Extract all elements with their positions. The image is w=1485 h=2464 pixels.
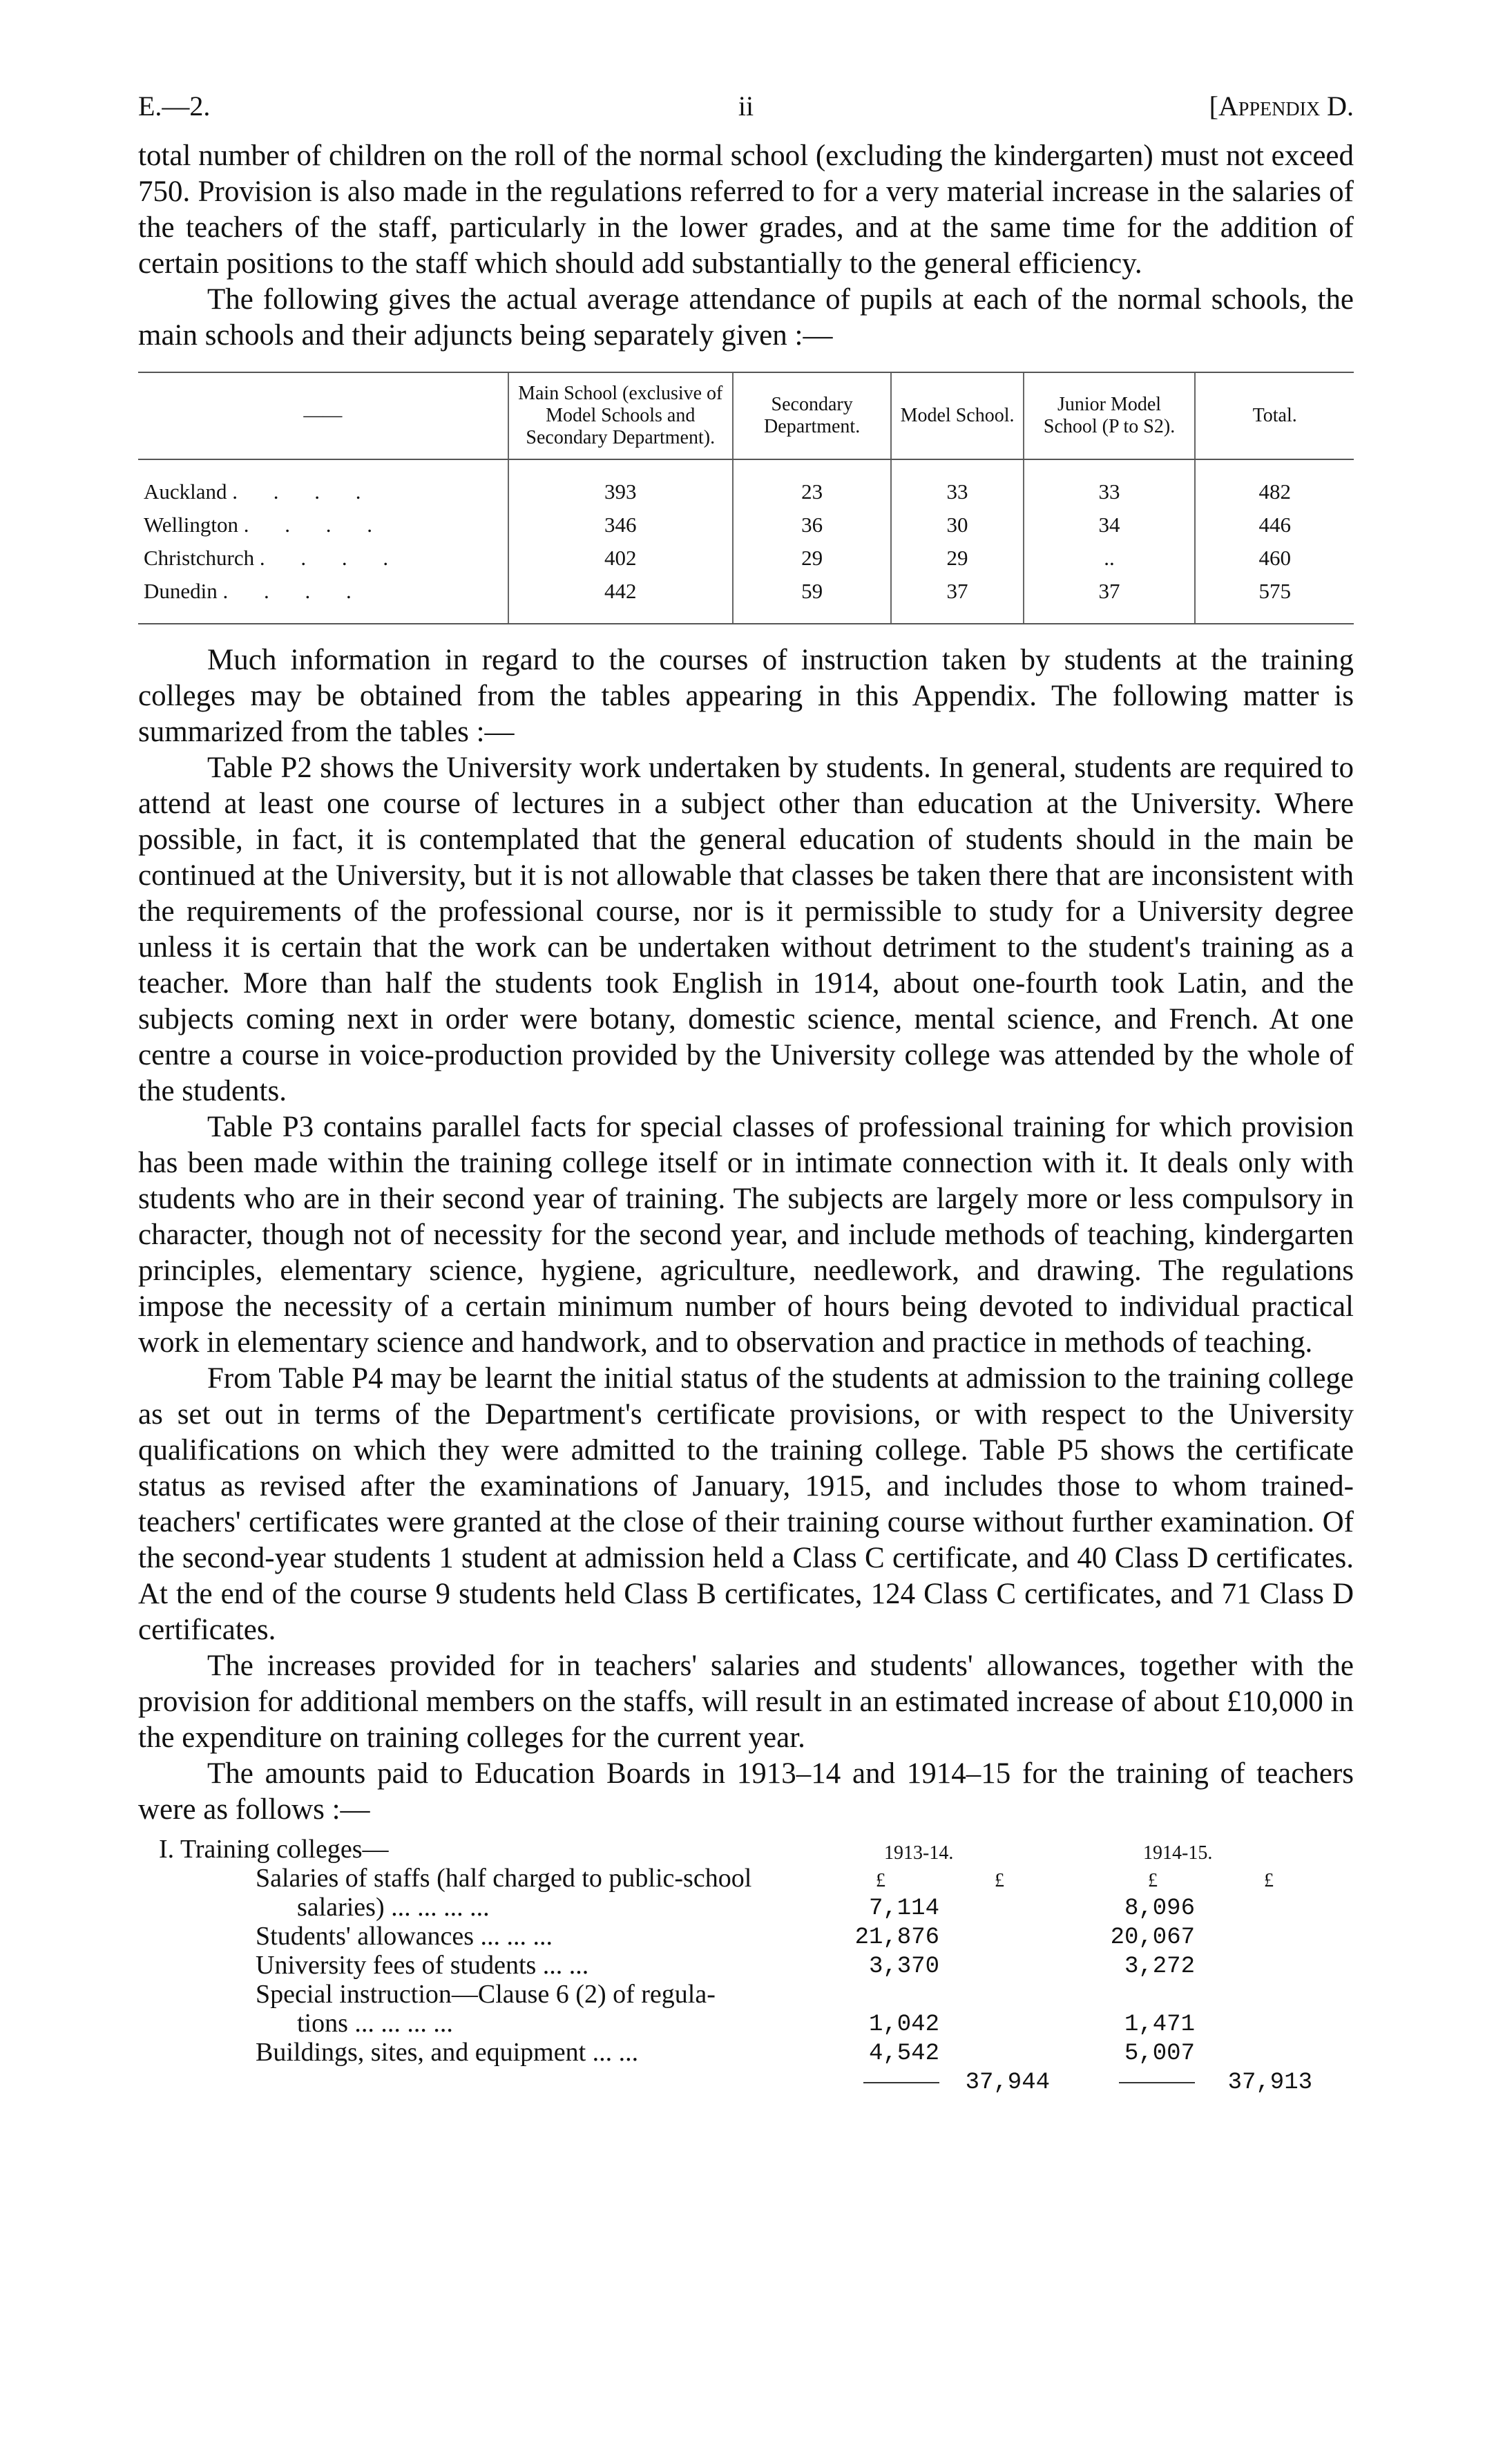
subtotal-rule (1119, 2082, 1195, 2083)
page-header (138, 90, 1354, 138)
table-row (138, 575, 1354, 608)
amount-1913: 4,542 (868, 2041, 939, 2067)
currency-symbol: £ (1148, 1870, 1158, 1891)
cell: 34 (1024, 508, 1196, 542)
amount-1913: 3,370 (868, 1954, 939, 1980)
amount-1913: 7,114 (868, 1895, 939, 1922)
table-row (138, 475, 1354, 508)
appendix-label: [Appendix D. (1209, 90, 1354, 122)
paragraph-1: total number of children on the roll of the normal school (excluding the kindergarten) must not exceed 750. Provision is also made in the regulations referred to for a very material increase in the salaries of the teachers of the staff, particularly in the lower grades, and at the same time for the addition of certain positions to the staff which should add substantially to the general efficiency. (138, 140, 1354, 280)
item-label: Salaries of staffs (half charged to public-school (256, 1864, 752, 1893)
cell: 575 (1195, 575, 1354, 608)
report-code: E.—2. (138, 90, 211, 122)
cell: 33 (1024, 475, 1196, 508)
item-label: tions ... ... ... ... (297, 2009, 453, 2038)
total-1913: 37,944 (965, 2070, 1050, 2096)
amount-1914: 8,096 (1124, 1895, 1195, 1922)
page-number: ii (738, 90, 754, 122)
paragraph-8: The amounts paid to Education Boards in 1913–14 and 1914–15 for the training of teachers were as follows :— (138, 1757, 1354, 1826)
table-row (138, 508, 1354, 542)
cell: 36 (733, 508, 892, 542)
row-name: Wellington . . . . (144, 513, 387, 537)
header-junior-model: Junior Model School (P to S2). (1024, 372, 1196, 459)
row-name: Auckland . . . . (144, 479, 376, 504)
header-model-school: Model School. (891, 372, 1023, 459)
paragraph-2: The following gives the actual average attendance of pupils at each of the normal schools, the main schools and their adjuncts being separately given :— (138, 283, 1354, 352)
cell: 37 (1024, 575, 1196, 608)
item-label: Buildings, sites, and equipment ... ... (256, 2038, 639, 2067)
header-secondary: Secondary Department. (733, 372, 892, 459)
year-1913-14: 1913-14. (884, 1842, 954, 1864)
amount-1914: 3,272 (1124, 1954, 1195, 1980)
paragraph-3: Much information in regard to the courses of instruction taken by students at the training colleges may be obtained from the tables appearing in this Appendix. The following matter is summarized from the tables :— (138, 644, 1354, 748)
paragraph-4: Table P2 shows the University work undertaken by students. In general, students are required to attend at least one course of lectures in a subject other than education at the University. Where possible, in fact, it is contemplated that the general education of students should in the main be continued at the University, but it is not allowable that classes be taken there that are inconsistent with the requirements of the professional course, nor is it permissible to study for a University degree unless it is certain that the work can be undertaken without detriment to the student's training as a teacher. More than half the students took English in 1914, about one-fourth took Latin, and the subjects coming next in order were botany, domestic science, mental science, and French. At one centre a course in voice-production provided by the University college was attended by the whole of the students. (138, 752, 1354, 1107)
currency-symbol: £ (876, 1870, 885, 1891)
section-heading: I. Training colleges— (159, 1835, 389, 1864)
amount-1914: 20,067 (1110, 1925, 1195, 1951)
cell: 482 (1195, 475, 1354, 508)
header-main-school: Main School (exclusive of Model Schools and Secondary Department). (508, 372, 733, 459)
subtotal-rule (863, 2082, 939, 2083)
cell: .. (1024, 542, 1196, 575)
attendance-table (138, 372, 1354, 624)
item-label: Students' allowances ... ... ... (256, 1922, 553, 1951)
header-total: Total. (1195, 372, 1354, 459)
year-1914-15: 1914-15. (1143, 1842, 1213, 1864)
cell: 393 (508, 475, 733, 508)
item-label: University fees of students ... ... (256, 1951, 589, 1980)
cell: 29 (891, 542, 1023, 575)
table-row (138, 542, 1354, 575)
cell: 33 (891, 475, 1023, 508)
amount-1913: 1,042 (868, 2012, 939, 2038)
payments-statement (138, 1835, 1354, 2125)
cell: 346 (508, 508, 733, 542)
cell: 59 (733, 575, 892, 608)
amount-1914: 5,007 (1124, 2041, 1195, 2067)
cell: 23 (733, 475, 892, 508)
table-header-row (138, 372, 1354, 459)
cell: 442 (508, 575, 733, 608)
total-1914: 37,913 (1227, 2070, 1312, 2096)
amount-1913: 21,876 (854, 1925, 939, 1951)
header-blank: —— (138, 372, 508, 459)
currency-symbol: £ (995, 1870, 1004, 1891)
currency-symbol: £ (1264, 1870, 1274, 1891)
row-name: Dunedin . . . . (144, 579, 367, 603)
item-label: Special instruction—Clause 6 (2) of regula- (256, 1980, 716, 2009)
item-label: salaries) ... ... ... ... (297, 1893, 490, 1922)
cell: 30 (891, 508, 1023, 542)
paragraph-6: From Table P4 may be learnt the initial status of the students at admission to the training college as set out in terms of the Department's certificate provisions, or with respect to the University qualifications on which they were admitted to the training college. Table P5 shows the certificate status as revised after the examinations of January, 1915, and includes those to whom trained-teachers' certificates were granted at the close of their training course without further examination. Of the second-year students 1 student at admission held a Class C certificate, and 40 Class D certificates. At the end of the course 9 students held Class B certificates, 124 Class C certificates, and 71 Class D certificates. (138, 1362, 1354, 1646)
row-name: Christchurch . . . . (144, 546, 404, 570)
cell: 29 (733, 542, 892, 575)
paragraph-5: Table P3 contains parallel facts for special classes of professional training for which provision has been made within the training college itself or in intimate connection with it. It deals only with students who are in their second year of training. The subjects are largely more or less compulsory in character, though not of necessity for the second year, and include methods of teaching, kindergarten principles, elementary science, hygiene, agriculture, needlework, and drawing. The regulations impose the necessity of a certain minimum number of hours being devoted to individual practical work in elementary science and handwork, and to observation and practice in methods of teaching. (138, 1111, 1354, 1359)
amount-1914: 1,471 (1124, 2012, 1195, 2038)
document-page (138, 90, 1354, 2125)
cell: 460 (1195, 542, 1354, 575)
cell: 37 (891, 575, 1023, 608)
cell: 446 (1195, 508, 1354, 542)
paragraph-7: The increases provided for in teachers' salaries and students' allowances, together with the provision for additional members on the staffs, will result in an estimated increase of about £10,000 in the expenditure on training colleges for the current year. (138, 1650, 1354, 1754)
cell: 402 (508, 542, 733, 575)
